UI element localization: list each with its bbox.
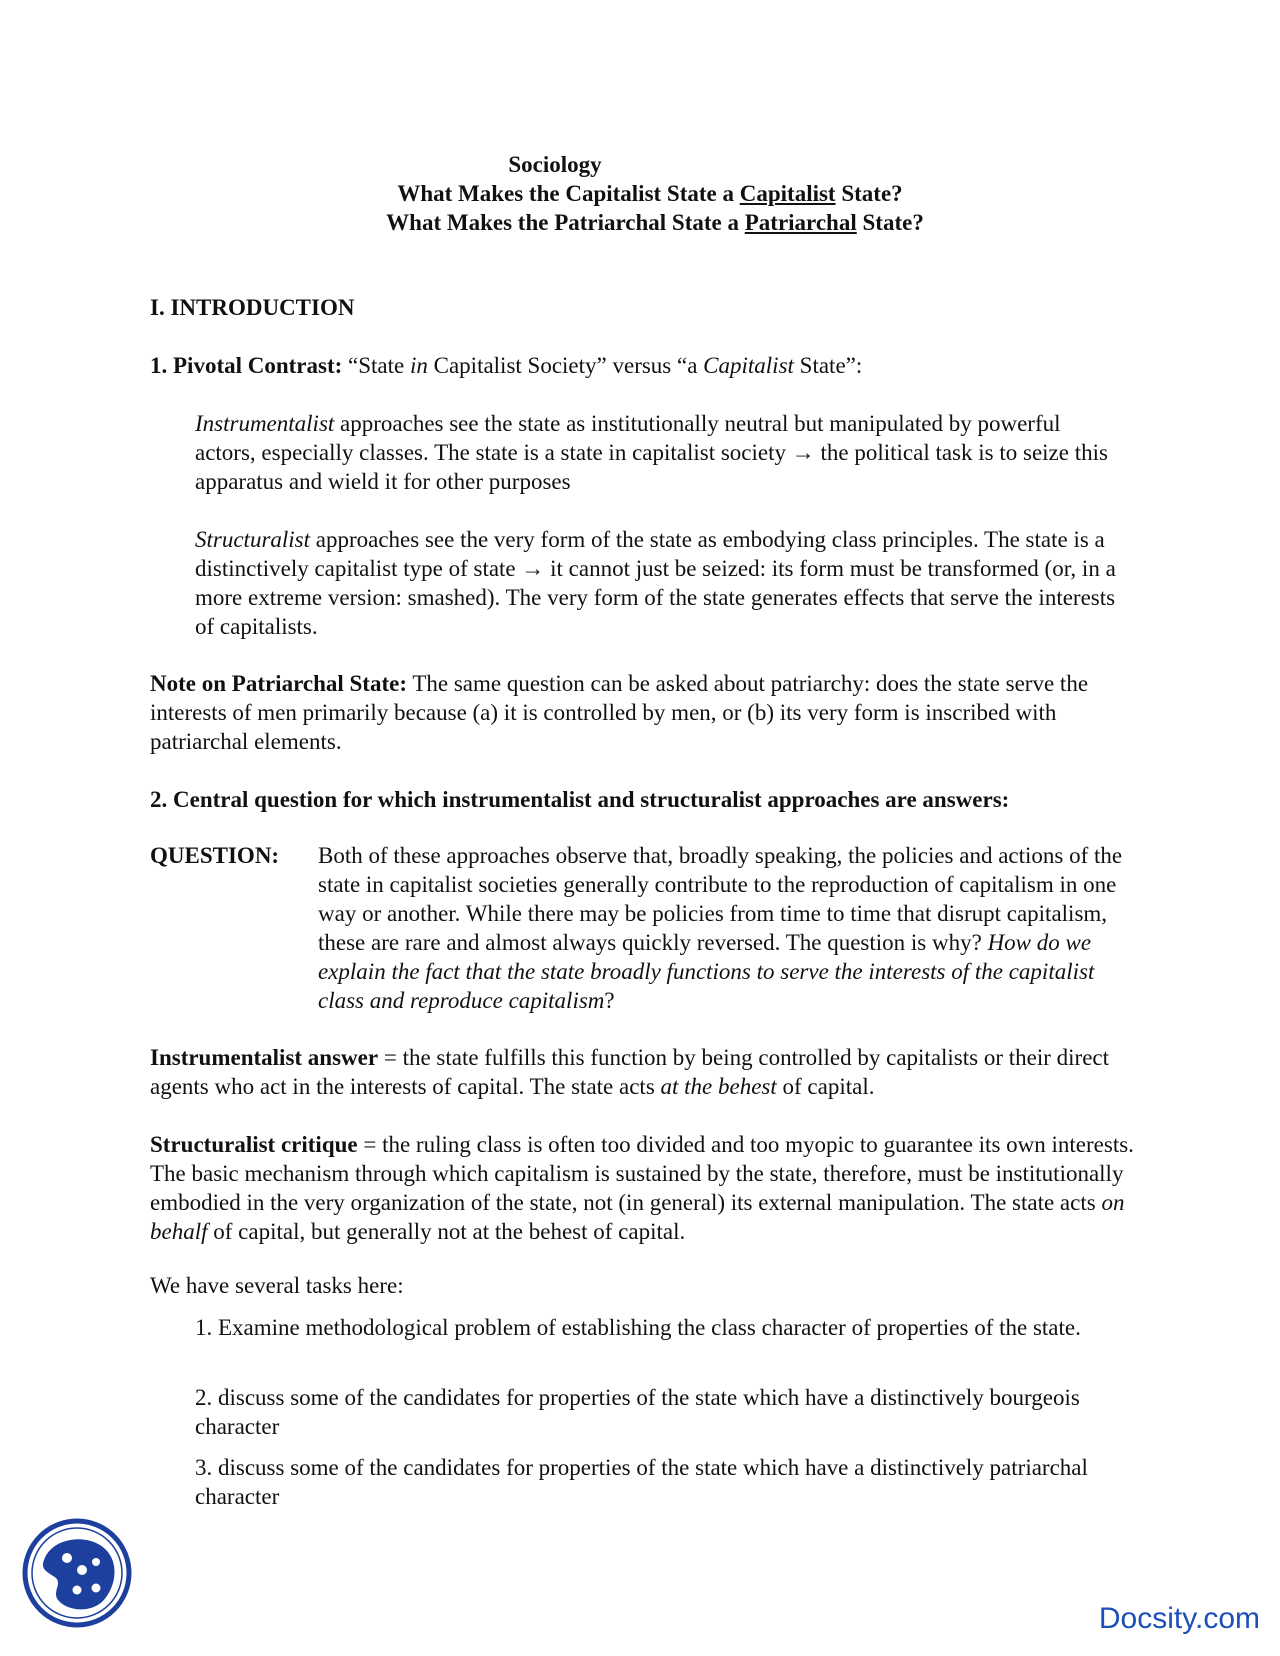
section-heading-introduction: I. INTRODUCTION <box>150 295 355 320</box>
pivotal-contrast-paragraph: 1. Pivotal Contrast: “State in Capitalist Society” versus “a Capitalist State”: <box>150 353 863 378</box>
docsity-logo-icon[interactable] <box>22 1518 132 1628</box>
question-label: QUESTION: <box>150 843 280 868</box>
instrumentalist-paragraph: Instrumentalist approaches see the state as institutionally neutral but manipulated by powerful actors, especially classes. The state is a state in capitalist society → the political task is to seize this apparatus and wield it for other purposes <box>195 411 1108 494</box>
task-item-1: 1. Examine methodological problem of establishing the class character of properties of the state. <box>195 1315 1081 1340</box>
task-item-2: 2. discuss some of the candidates for properties of the state which have a distinctively bourgeois character <box>195 1385 1080 1439</box>
instrumentalist-answer-paragraph: Instrumentalist answer = the state fulfills this function by being controlled by capitalists or their direct agents who act in the interests of capital. The state acts at the behest of capital. <box>150 1045 1110 1099</box>
main-title-line-2: What Makes the Patriarchal State a Patriarchal State? <box>386 210 924 235</box>
structuralist-critique-paragraph: Structuralist critique = the ruling class is often too divided and too myopic to guarantee its own interests. The basic mechanism through which capitalism is sustained by the state, therefore, must be institutionally embodied in the very organization of the state, not (in general) its external manipulation. The state acts on behalf of capital, but generally not at the behest of capital. <box>150 1132 1134 1244</box>
main-title-line-1: What Makes the Capitalist State a Capitalist State? <box>397 181 903 206</box>
central-question-heading: 2. Central question for which instrumentalist and structuralist approaches are answers: <box>150 787 1010 812</box>
patriarchal-note-paragraph: Note on Patriarchal State: The same question can be asked about patriarchy: does the state serve the interests of men primarily because (a) it is controlled by men, or (b) its very form is inscribed with patriarchal elements. <box>150 671 1089 754</box>
task-item-3: 3. discuss some of the candidates for properties of the state which have a distinctively patriarchal character <box>195 1455 1088 1509</box>
docsity-logo-graphic <box>22 1518 132 1628</box>
structuralist-paragraph: Structuralist approaches see the very form of the state as embodying class principles. The state is a distinctively capitalist type of state → it cannot just be seized: its form must be transformed (or, in a more extreme version: smashed). The very form of the state generates effects that serve the interests of capitalists. <box>195 527 1116 639</box>
subject-title: Sociology <box>508 152 602 177</box>
document-title-block <box>0 150 1280 237</box>
tasks-intro: We have several tasks here: <box>150 1273 404 1298</box>
docsity-brand-link[interactable]: Docsity.com <box>1098 1602 1260 1635</box>
question-text: Both of these approaches observe that, broadly speaking, the policies and actions of the state in capitalist societies generally contribute to the reproduction of capitalism in one way or another. While there may be policies from time to time that disrupt capitalism, these are rare and almost always quickly reversed. The question is why? How do we explain the fact that the state broadly functions to serve the interests of the capitalist class and reproduce capitalism? <box>318 843 1123 1013</box>
